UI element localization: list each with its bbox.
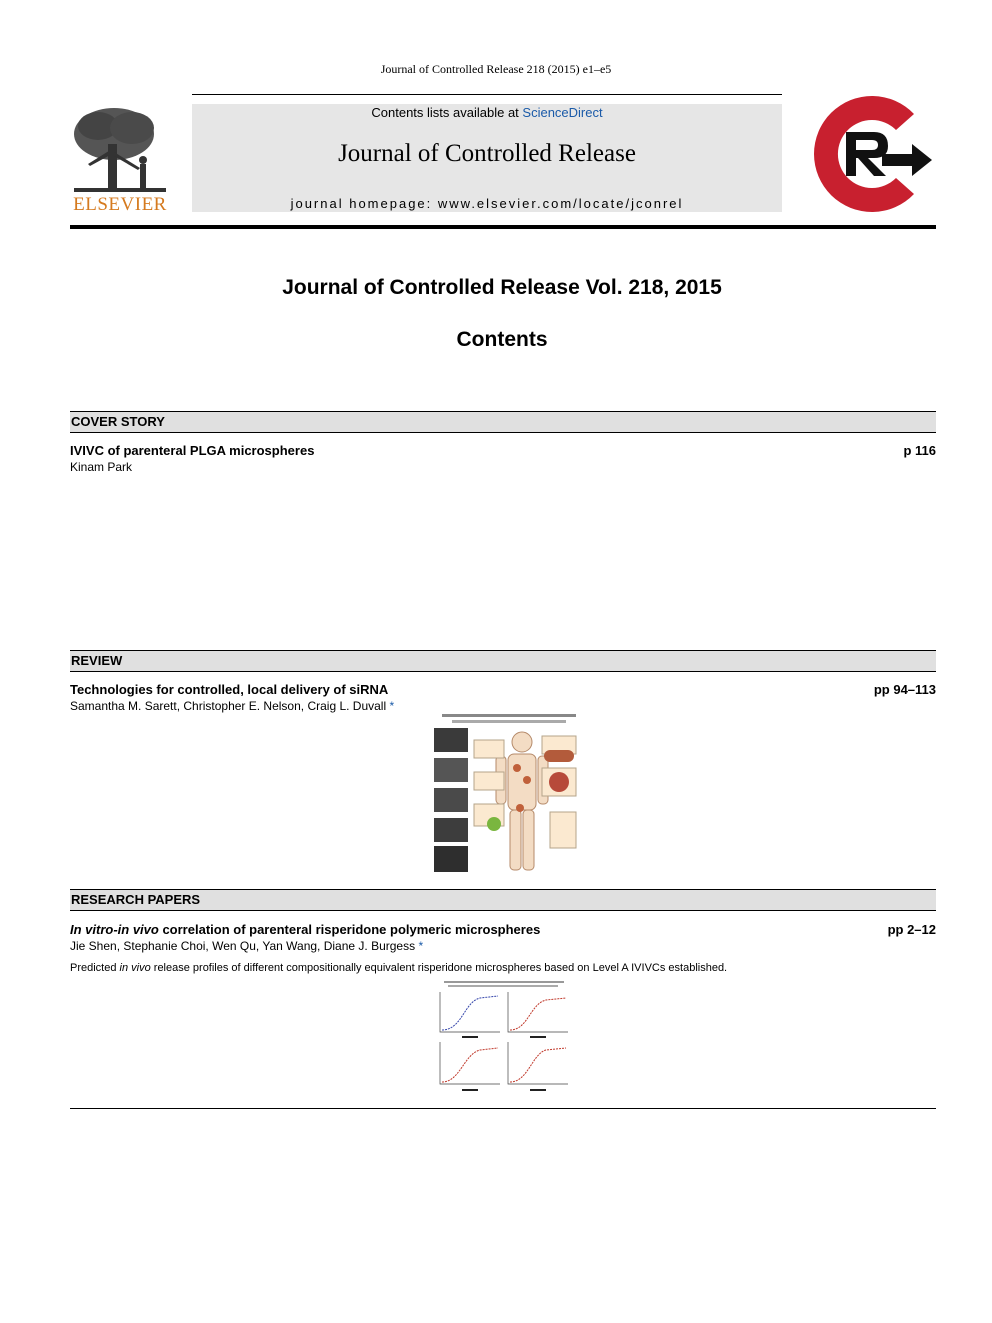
contents-title: Contents xyxy=(456,328,548,351)
corresponding-author-mark[interactable]: * xyxy=(418,939,424,953)
crossref-logo xyxy=(804,94,938,214)
review-pages: pp 94–113 xyxy=(873,682,936,697)
elsevier-wordmark: ELSEVIER xyxy=(73,194,167,215)
research-description xyxy=(70,962,727,974)
section-review xyxy=(70,650,936,672)
cover-story-authors: Kinam Park xyxy=(70,460,133,474)
research-authors xyxy=(70,939,423,953)
running-head: Journal of Controlled Release 218 (2015) e1–e5 xyxy=(380,62,612,76)
desc-italic: in vivo xyxy=(119,962,151,974)
contents-available xyxy=(192,105,782,120)
end-rule xyxy=(70,1108,936,1109)
header-thick-rule xyxy=(70,225,936,229)
review-authors xyxy=(70,699,394,713)
volume-title: Journal of Controlled Release Vol. 218, 2015 xyxy=(282,276,722,299)
research-author-names: Jie Shen, Stephanie Choi, Wen Qu, Yan Wang, Diane J. Burgess xyxy=(70,939,416,953)
review-author-names: Samantha M. Sarett, Christopher E. Nelson, Craig L. Duvall xyxy=(70,699,387,713)
section-heading: REVIEW xyxy=(71,653,123,668)
corresponding-author-mark[interactable]: * xyxy=(389,699,395,713)
journal-homepage[interactable]: journal homepage: www.elsevier.com/locate/jconrel xyxy=(290,196,684,211)
section-heading: COVER STORY xyxy=(71,414,165,429)
research-title[interactable] xyxy=(70,922,540,937)
cover-story-pages: p 116 xyxy=(903,443,936,458)
section-cover-story xyxy=(70,411,936,433)
research-pages: pp 2–12 xyxy=(887,922,936,937)
cover-story-title[interactable]: IVIVC of parenteral PLGA microspheres xyxy=(70,443,315,458)
desc-part: Predicted xyxy=(70,962,120,974)
top-rule xyxy=(192,94,782,95)
research-title-italic: In vitro-in vivo xyxy=(70,922,159,937)
desc-part: release profiles of different compositionally equivalent risperidone microspheres based on Level A IVIVCs established. xyxy=(150,962,728,974)
contents-prefix: Contents lists available at xyxy=(371,105,523,120)
section-research-papers xyxy=(70,889,936,911)
review-title[interactable]: Technologies for controlled, local delivery of siRNA xyxy=(70,682,389,697)
sciencedirect-link[interactable]: ScienceDirect xyxy=(522,105,603,120)
journal-name: Journal of Controlled Release xyxy=(338,140,636,167)
review-graphical-abstract xyxy=(432,712,586,874)
research-graphical-abstract xyxy=(434,980,574,1094)
research-title-rest: correlation of parenteral risperidone polymeric microspheres xyxy=(158,922,541,937)
section-heading: RESEARCH PAPERS xyxy=(71,892,201,907)
